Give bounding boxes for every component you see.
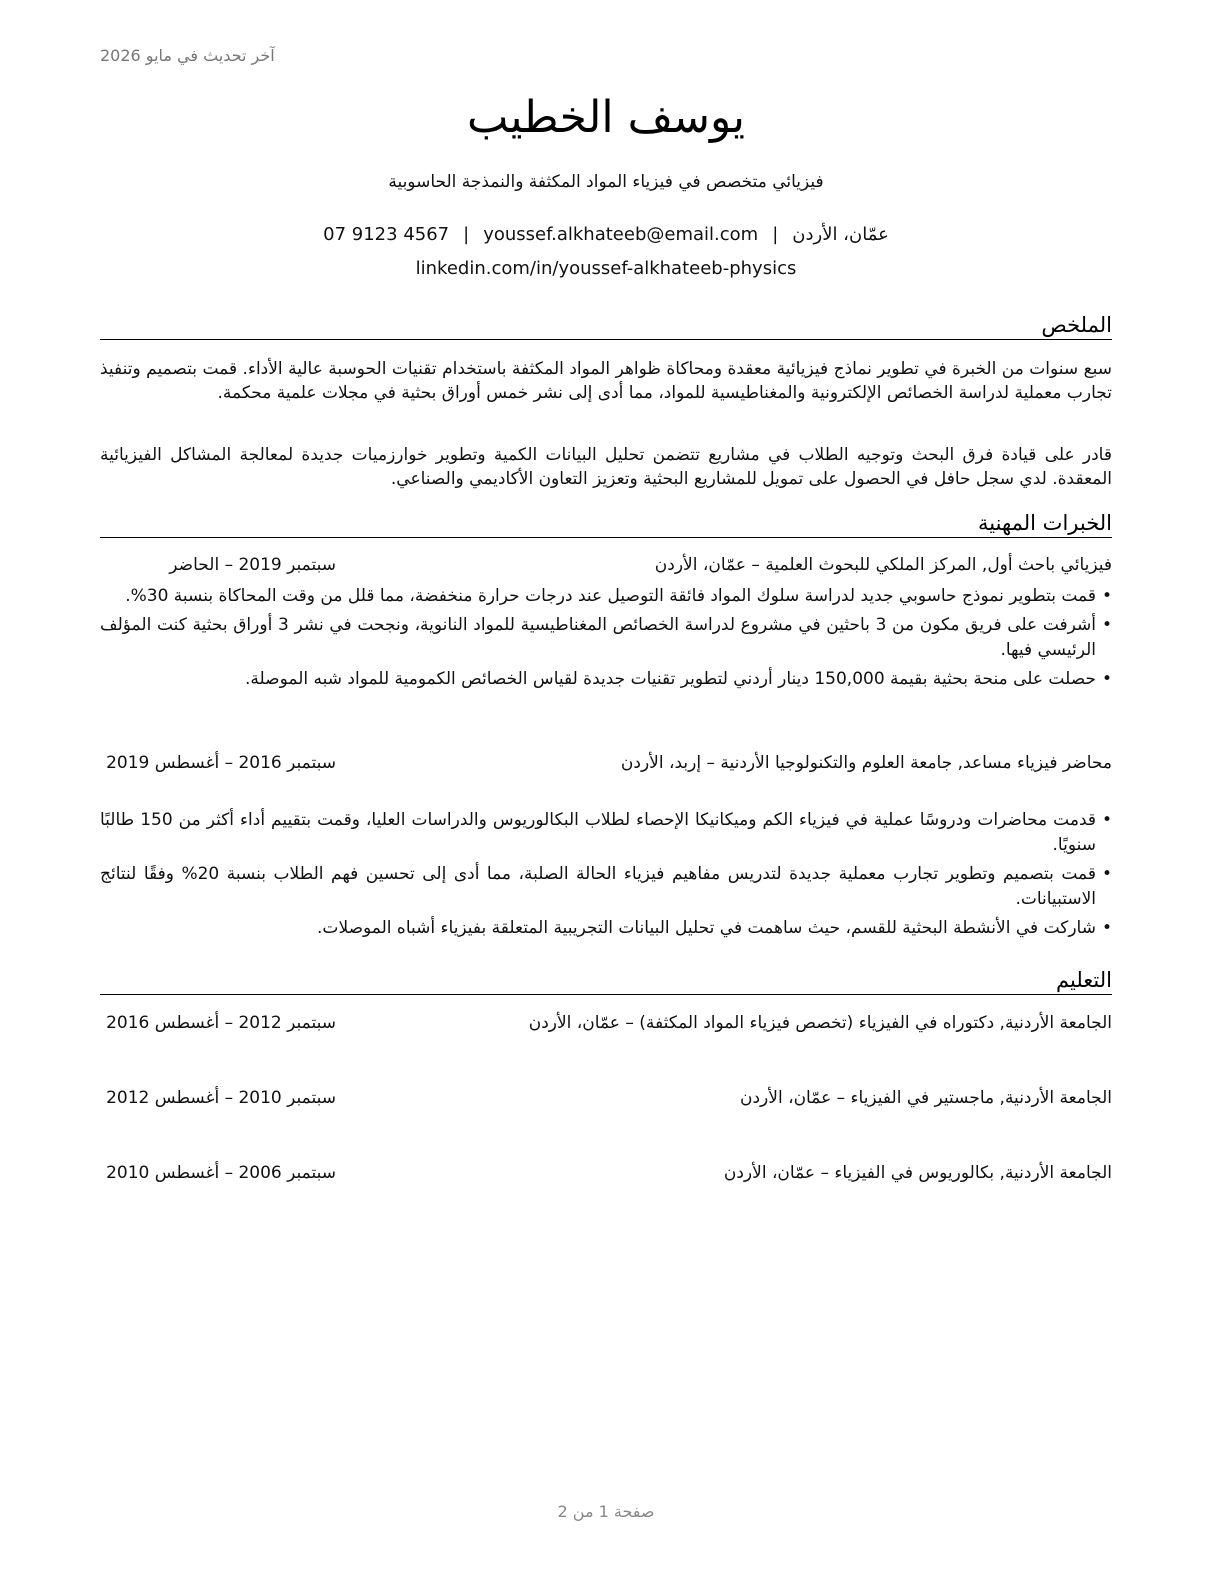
- section-title-experience: الخبرات المهنية: [100, 510, 1112, 538]
- list-item: • أشرفت على فريق مكون من 3 باحثين في مشروع لدراسة الخصائص المغناطيسية للمواد النانوية، ونجحت في نشر 3 أوراق بحثية كنت المؤلف الرئيسي فيها.: [100, 613, 1112, 663]
- candidate-title: فيزيائي متخصص في فيزياء المواد المكثفة والنمذجة الحاسوبية: [388, 172, 824, 192]
- contact-phone: 07 9123 4567: [323, 224, 450, 245]
- experience-bullets: [100, 808, 1112, 945]
- contact-linkedin[interactable]: linkedin.com/in/youssef-alkhateeb-physics: [415, 258, 797, 279]
- contact-separator: |: [772, 224, 779, 245]
- contact-line: [100, 224, 1112, 245]
- page-number: صفحة 1 من 2: [557, 1502, 655, 1521]
- experience-title: محاضر فيزياء مساعد, جامعة العلوم والتكنولوجيا الأردنية – إربد، الأردن: [620, 753, 1112, 773]
- experience-date: سبتمبر 2016 – أغسطس 2019: [106, 753, 336, 773]
- last-updated: آخر تحديث في مايو 2026: [100, 46, 275, 65]
- experience-date: سبتمبر 2019 – الحاضر: [169, 555, 336, 575]
- summary-paragraph: سبع سنوات من الخبرة في تطوير نماذج فيزيائية معقدة ومحاكاة ظواهر المواد المكثفة باستخدام تقنيات الحوسبة عالية الأداء. قمت بتصميم وتنفيذ تجارب معملية لدراسة الخصائص الإلكترونية والمغناطيسية للمواد، مما أدى إلى نشر خمس أوراق بحثية في مجلات علمية محكمة.: [100, 359, 1112, 403]
- section-title-summary: الملخص: [100, 312, 1112, 340]
- list-item: • شاركت في الأنشطة البحثية للقسم، حيث ساهمت في تحليل البيانات التجريبية المتعلقة بفيزياء أشباه الموصلات.: [100, 916, 1112, 941]
- section-title-education: التعليم: [100, 967, 1112, 995]
- education-date: سبتمبر 2006 – أغسطس 2010: [106, 1163, 336, 1183]
- list-item: • قدمت محاضرات ودروسًا عملية في فيزياء الكم وميكانيكا الإحصاء لطلاب البكالوريوس والدراسات العليا، وقمت بتقييم أداء أكثر من 150 طالبًا سنويًا.: [100, 808, 1112, 858]
- experience-title: فيزيائي باحث أول, المركز الملكي للبحوث العلمية – عمّان، الأردن: [654, 555, 1112, 575]
- candidate-name: يوسف الخطيب: [467, 92, 745, 143]
- education-title: الجامعة الأردنية, دكتوراه في الفيزياء (تخصص فيزياء المواد المكثفة) – عمّان، الأردن: [528, 1013, 1112, 1033]
- contact-email[interactable]: youssef.alkhateeb@email.com: [483, 224, 759, 245]
- education-date: سبتمبر 2012 – أغسطس 2016: [106, 1013, 336, 1033]
- education-title: الجامعة الأردنية, ماجستير في الفيزياء – عمّان، الأردن: [740, 1088, 1112, 1108]
- summary-paragraph: قادر على قيادة فرق البحث وتوجيه الطلاب في مشاريع تتضمن تحليل البيانات الكمية وتطوير خوارزميات جديدة لمعالجة المشاكل الفيزيائية المعقدة. لدي سجل حافل في الحصول على تمويل للمشاريع البحثية وتعزيز التعاون الأكاديمي والصناعي.: [100, 445, 1112, 489]
- list-item: • قمت بتطوير نموذج حاسوبي جديد لدراسة سلوك المواد فائقة التوصيل عند درجات حرارة منخفضة، مما قلل من وقت المحاكاة بنسبة 30%.: [100, 584, 1112, 609]
- list-item: • حصلت على منحة بحثية بقيمة 150,000 دينار أردني لتطوير تقنيات جديدة لقياس الخصائص الكمومية للمواد شبه الموصلة.: [100, 667, 1112, 692]
- experience-bullets: [100, 584, 1112, 696]
- resume-page: [100, 0, 1112, 1584]
- list-item: • قمت بتصميم وتطوير تجارب معملية جديدة لتدريس مفاهيم فيزياء الحالة الصلبة، مما أدى إلى تحسين فهم الطلاب بنسبة 20% وفقًا لنتائج الاستبيانات.: [100, 862, 1112, 912]
- education-date: سبتمبر 2010 – أغسطس 2012: [106, 1088, 336, 1108]
- education-title: الجامعة الأردنية, بكالوريوس في الفيزياء – عمّان، الأردن: [723, 1163, 1112, 1183]
- contact-separator: |: [463, 224, 470, 245]
- contact-location: عمّان، الأردن: [792, 224, 889, 245]
